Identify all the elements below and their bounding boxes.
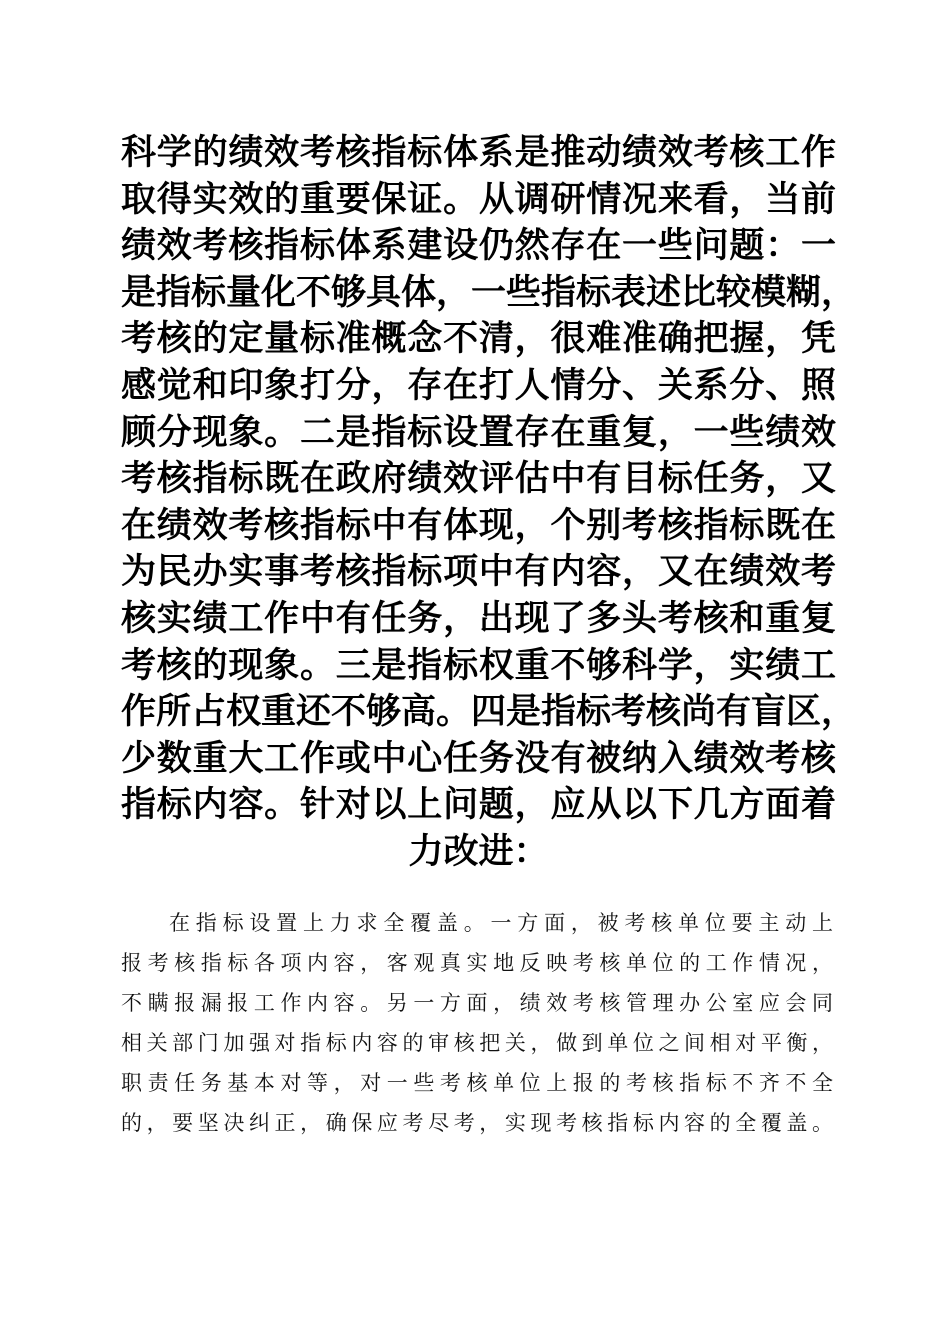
intro-line: 科学的绩效考核指标体系是推动绩效考核工作 [121,133,836,173]
intro-line: 考核指标既在政府绩效评估中有目标任务，又 [121,459,836,500]
intro-line: 考核的现象。三是指标权重不够科学，实绩工 [121,645,836,686]
intro-line: 指标内容。针对以上问题，应从以下几方面着 [121,785,836,826]
intro-line: 核实绩工作中有任务，出现了多头考核和重复 [121,598,836,639]
body-line: 不瞒报漏报工作内容。另一方面，绩效考核管理办公室应会同 [121,991,833,1015]
intro-line: 顾分现象。二是指标设置存在重复，一些绩效 [121,412,836,453]
intro-line: 感觉和印象打分，存在打人情分、关系分、照 [121,365,836,406]
intro-line: 取得实效的重要保证。从调研情况来看，当前 [121,179,836,220]
body-line: 在指标设置上力求全覆盖。一方面，被考核单位要主动上 [169,911,833,935]
body-paragraph [121,903,833,1143]
intro-line: 为民办实事考核指标项中有内容，又在绩效考 [121,552,836,593]
body-line: 的，要坚决纠正，确保应考尽考，实现考核指标内容的全覆盖。 [121,1111,833,1135]
intro-line: 考核的定量标准概念不清，很难准确把握，凭 [121,319,836,360]
intro-line: 绩效考核指标体系建设仍然存在一些问题：一 [121,226,836,267]
intro-line: 是指标量化不够具体，一些指标表述比较模糊， [121,272,857,313]
intro-line: 在绩效考核指标中有体现，个别考核指标既在 [121,505,836,546]
body-line: 职责任务基本对等，对一些考核单位上报的考核指标不齐不全 [121,1071,833,1095]
intro-line: 作所占权重还不够高。四是指标考核尚有盲区， [121,692,857,733]
body-line: 报考核指标各项内容，客观真实地反映考核单位的工作情况， [121,951,833,975]
intro-line-last: 力改进： [408,831,549,872]
bold-intro-paragraph [121,130,857,876]
intro-line: 少数重大工作或中心任务没有被纳入绩效考核 [121,738,836,779]
body-line: 相关部门加强对指标内容的审核把关，做到单位之间相对平衡， [121,1031,833,1055]
